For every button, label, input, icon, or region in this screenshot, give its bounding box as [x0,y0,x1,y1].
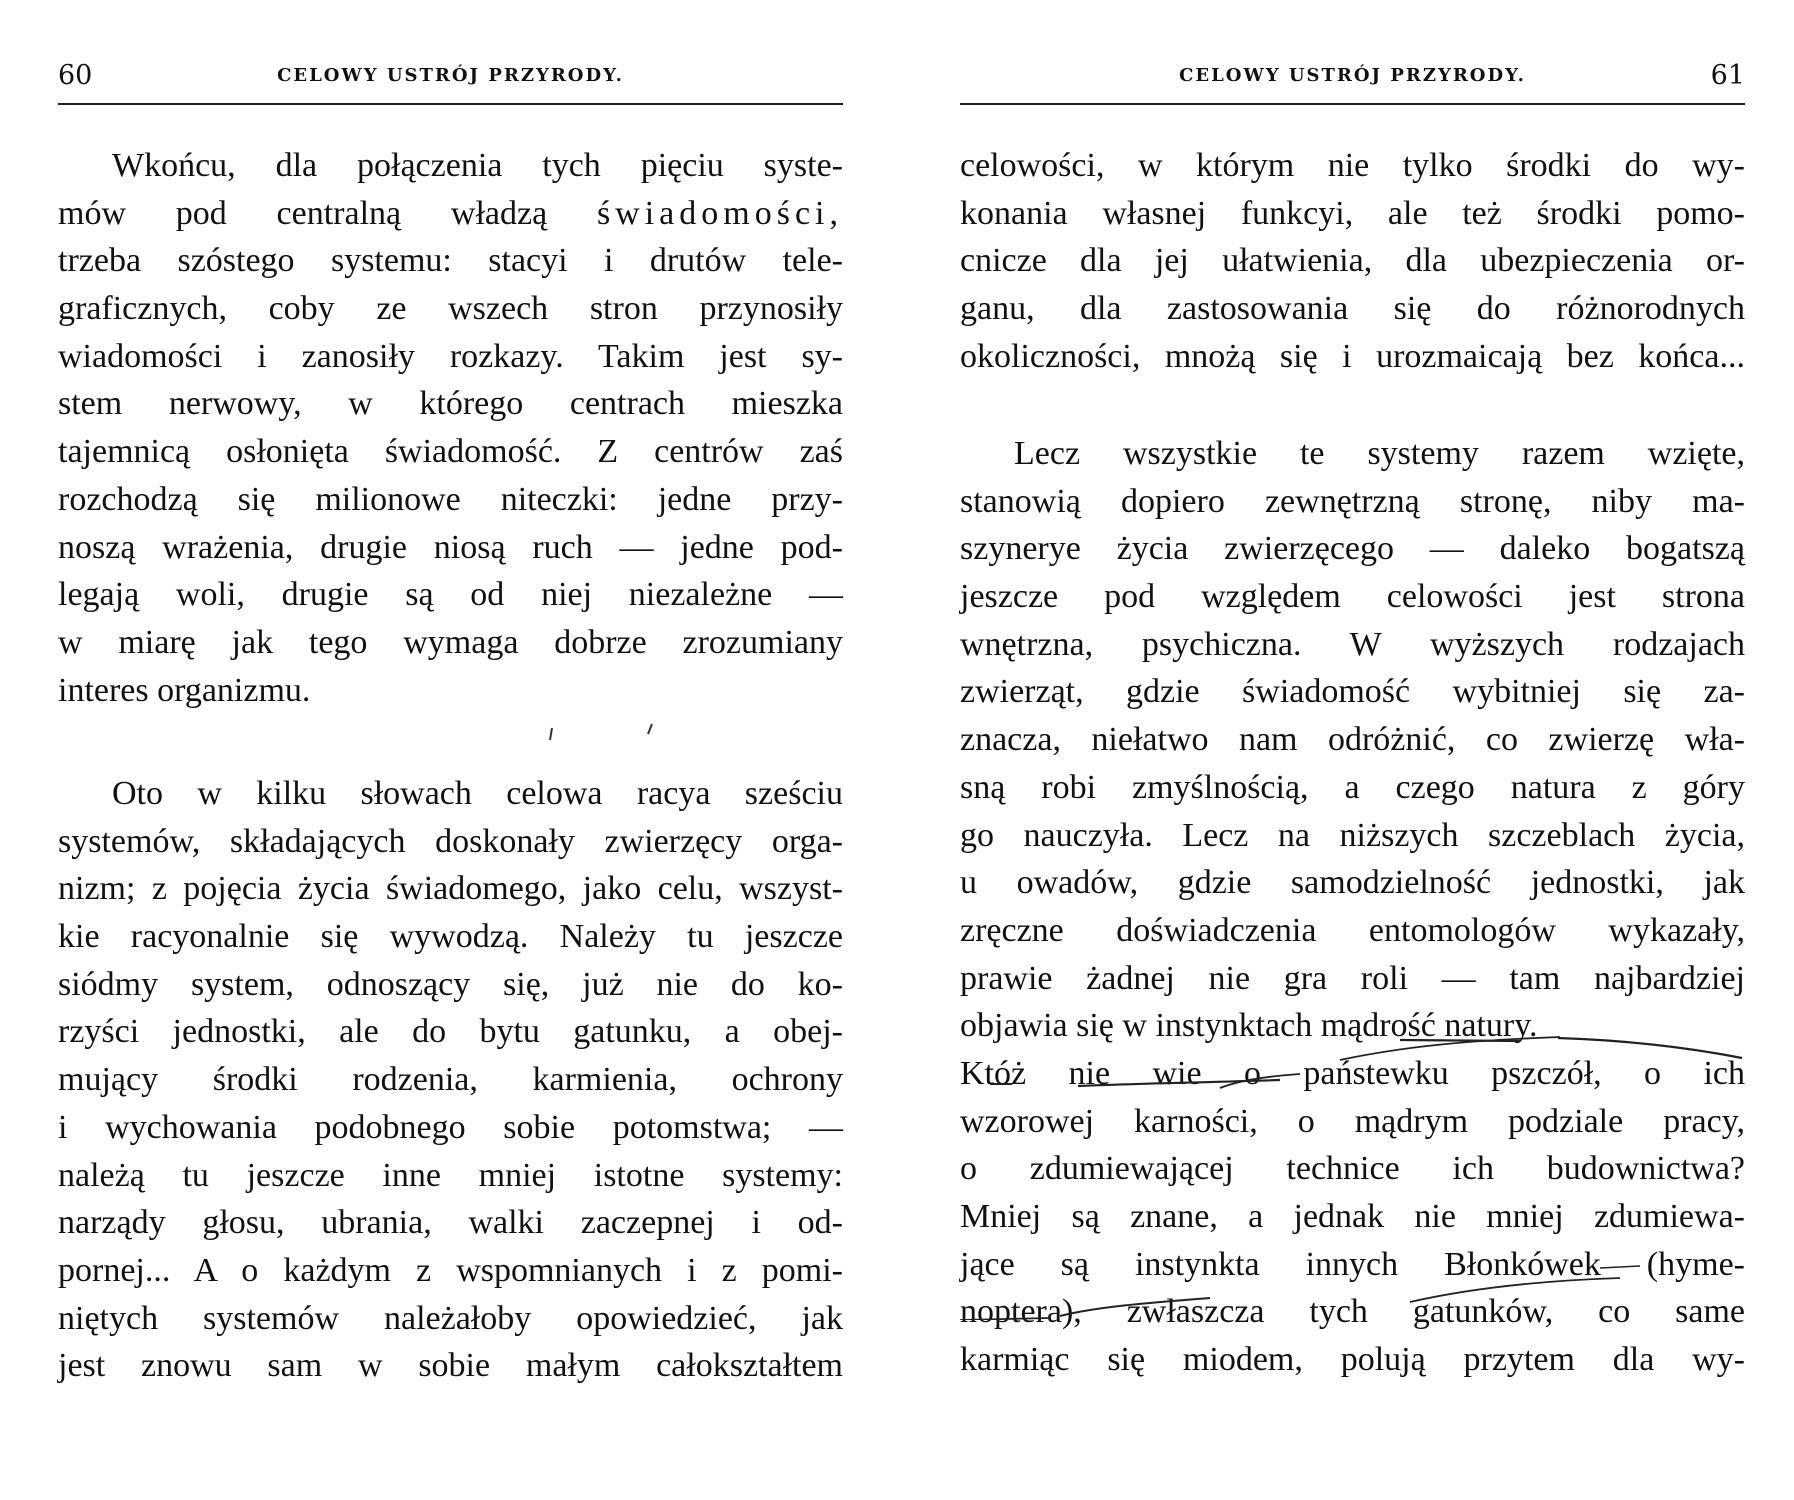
text-line: stem nerwowy, w którego centrach mieszka [58,385,843,423]
text-line: Lecz wszystkie te systemy razem wzięte, [1014,435,1745,472]
right-page-header [960,56,1745,96]
text-line: wiadomości i zanosiły rozkazy. Takim jest sy- [58,337,843,375]
right-page [960,0,1745,1500]
text-line: karmiąc się miodem, polują przytem dla wy- [960,1341,1745,1379]
text-line: i wychowania podobnego sobie potomstwa; — [58,1108,843,1146]
text-line: jeszcze pod względem celowości jest strona [960,578,1745,616]
text-line: w miarę jak tego wymaga dobrze zrozumiany [58,623,843,661]
text-line: stanowią dopiero zewnętrzną stronę, niby ma- [960,482,1745,520]
text-line: pornej... A o każdym z wspomnianych i z pomi- [58,1251,843,1289]
text-line: u owadów, gdzie samodzielność jednostki, jak [960,864,1745,902]
text-line: systemów, składających doskonały zwierzęcy orga- [58,822,843,860]
text-line: cnicze dla jej ułatwienia, dla ubezpieczenia or- [960,242,1745,280]
text-line: mujący środki rodzenia, karmienia, ochrony [58,1061,843,1099]
text-line: Mniej są znane, a jednak nie mniej zdumiewa- [960,1198,1745,1235]
left-header-rule [58,103,843,105]
right-page-number: 61 [1710,60,1745,91]
left-paragraph-2 [58,770,843,1390]
text-line: go nauczyła. Lecz na niższych szczeblach życia, [960,816,1745,854]
text-line: graficznych, coby ze wszech stron przynosiły [58,290,843,328]
text-line: ganu, dla zastosowania się do różnorodnych [960,290,1745,328]
text-line: wzorowej karności, o mądrym podziale pracy, [960,1102,1745,1140]
text-line: legają woli, drugie są od niej niezależne — [58,576,843,614]
left-page-header [58,56,843,96]
left-paragraph-1 [58,142,843,714]
handwritten-edit-marks [960,1010,1745,1320]
text-line: tajemnicą osłonięta świadomość. Z centrów zaś [58,433,843,471]
left-page [58,0,843,1500]
text-line: objawia się w instynktach mądrość natury. [960,1007,1538,1045]
pencil-marks [548,722,688,752]
text-line: niętych systemów należałoby opowiedzieć, jak [58,1299,843,1337]
text-line: okoliczności, mnożą się i urozmaicają bez końca... [960,337,1745,375]
text-line: należą tu jeszcze inne mniej istotne systemy: [58,1156,843,1194]
text-line: jące są instynkta innych Błonkówek (hyme- [960,1245,1745,1283]
text-line: prawie żadnej nie gra roli — tam najbardziej [960,959,1745,997]
text-line: wnętrzna, psychiczna. W wyższych rodzajach [960,625,1745,663]
text-line: noptera), zwłaszcza tych gatunków, co same [960,1293,1745,1331]
text-line: Któż nie wie o państewku pszczół, o ich [960,1054,1745,1092]
text-line: kie racyonalnie się wywodzą. Należy tu jeszcze [58,918,843,956]
right-running-head: CELOWY USTRÓJ PRZYRODY. [1179,65,1526,86]
text-line: sną robi zmyślnością, a czego natura z góry [960,768,1745,806]
text-line: trzeba szóstego systemu: stacyi i drutów tele- [58,242,843,280]
right-paragraph-1 [960,142,1745,380]
text-line: celowości, w którym nie tylko środki do wy- [960,147,1745,184]
text-line: narządy głosu, ubrania, walki zaczepnej i od- [58,1204,843,1242]
text-line: znacza, niełatwo nam odróżnić, co zwierzę wła- [960,721,1745,759]
text-line: Oto w kilku słowach celowa racya sześciu [112,775,843,812]
right-header-rule [960,103,1745,105]
text-line: rzyści jednostki, ale do bytu gatunku, a obej- [58,1013,843,1051]
emphasis-spaced-word: świadomości, [596,194,843,232]
text-line: Wkońcu, dla połączenia tych pięciu syste- [112,147,843,184]
text-line: o zdumiewającej technice ich budownictwa? [960,1150,1745,1188]
text-line: konania własnej funkcyi, ale też środki pomo- [960,194,1745,232]
text-line: jest znowu sam w sobie małym całokształtem [58,1347,843,1385]
text-line: nizm; z pojęcia życia świadomego, jako celu, wszyst- [58,870,843,908]
text-line: mów pod centralną władzą świadomości, [58,194,843,232]
text-line: zwierząt, gdzie świadomość wybitniej się za- [960,673,1745,711]
left-page-number: 60 [58,60,93,91]
text-line: zręczne doświadczenia entomologów wykazały, [960,911,1745,949]
left-running-head: CELOWY USTRÓJ PRZYRODY. [277,65,624,86]
text-line: noszą wrażenia, drugie niosą ruch — jedne pod- [58,528,843,566]
text-line: rozchodzą się milionowe niteczki: jedne przy- [58,480,843,518]
text-line: interes organizmu. [58,671,311,709]
text-line: szynerye życia zwierzęcego — daleko bogatszą [960,530,1745,568]
text-line: siódmy system, odnoszący się, już nie do ko- [58,965,843,1003]
